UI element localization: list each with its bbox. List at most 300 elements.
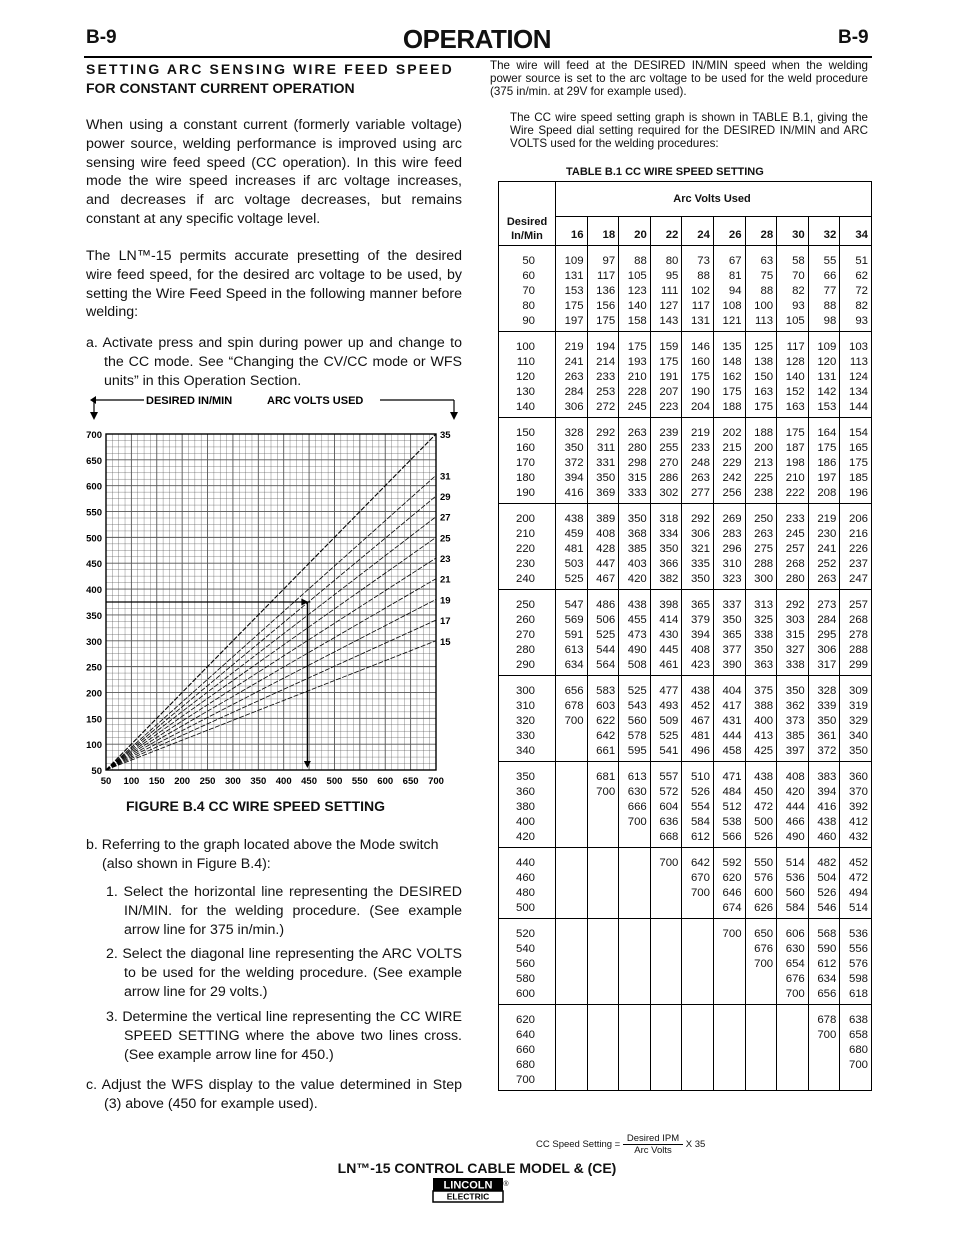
speed-value: 117 (786, 341, 805, 353)
speed-cell (777, 848, 809, 919)
desired-cell (499, 590, 556, 676)
desired-header-line2: In/Min (511, 230, 543, 242)
step-b2: 2. Select the diagonal line representing the ARC VOLTS to be used for the welding procedure. (See example arrow line for 29 volts.) (106, 946, 462, 1000)
speed-value: 676 (785, 973, 805, 985)
speed-value: 408 (785, 771, 805, 783)
speed-value: 124 (848, 371, 868, 383)
volt-line-label: 25 (440, 533, 451, 545)
speed-value: 572 (659, 786, 679, 798)
desired-value: 640 (515, 1029, 535, 1041)
speed-value: 360 (848, 771, 868, 783)
speed-value: 416 (564, 487, 584, 499)
speed-value: 317 (817, 659, 837, 671)
speed-cell (650, 676, 682, 762)
desired-cell (499, 504, 556, 590)
speed-value: 700 (817, 1029, 837, 1041)
speed-cell (682, 1005, 714, 1091)
speed-value: 510 (690, 771, 710, 783)
speed-value: 263 (754, 528, 774, 540)
desired-value: 460 (515, 872, 535, 884)
speed-value: 303 (785, 614, 805, 626)
speed-value: 198 (785, 457, 805, 469)
speed-cell (587, 590, 619, 676)
speed-value: 270 (659, 457, 679, 469)
speed-value: 368 (627, 528, 647, 540)
speed-cell (840, 919, 872, 1005)
speed-cell (777, 246, 809, 332)
speed-value: 420 (627, 573, 647, 585)
speed-cell (650, 919, 682, 1005)
formula-numerator: Desired IPM (623, 1133, 683, 1145)
speed-value: 175 (596, 315, 616, 327)
speed-value: 382 (659, 573, 679, 585)
speed-value: 408 (596, 528, 616, 540)
speed-value: 144 (848, 401, 868, 413)
speed-cell (619, 1005, 651, 1091)
speed-value: 604 (659, 801, 679, 813)
speed-value: 219 (690, 427, 710, 439)
x-tick-label: 700 (428, 776, 444, 787)
speed-value: 250 (754, 513, 774, 525)
speed-value: 656 (564, 685, 584, 697)
speed-cell (682, 246, 714, 332)
desired-cell (499, 246, 556, 332)
page-code-right: B-9 (838, 27, 869, 48)
speed-cell (777, 332, 809, 418)
speed-value: 466 (785, 816, 805, 828)
speed-cell (682, 762, 714, 848)
speed-value: 219 (817, 513, 837, 525)
speed-cell (587, 418, 619, 504)
speed-cell (619, 762, 651, 848)
speed-cell (808, 332, 840, 418)
page-title: OPERATION (402, 24, 552, 54)
y-tick-label: 500 (86, 533, 102, 545)
speed-value: 158 (627, 315, 647, 327)
speed-value: 404 (722, 685, 742, 697)
speed-value: 277 (690, 487, 710, 499)
speed-value: 175 (848, 457, 868, 469)
speed-value: 257 (785, 543, 805, 555)
speed-value: 383 (817, 771, 837, 783)
volts-col-header: 16 (556, 217, 588, 246)
speed-value: 397 (785, 745, 805, 757)
speed-value: 350 (722, 614, 742, 626)
speed-value: 598 (848, 973, 868, 985)
speed-value: 113 (849, 356, 868, 368)
speed-value: 263 (690, 472, 710, 484)
speed-value: 321 (690, 543, 710, 555)
speed-value: 215 (722, 442, 742, 454)
speed-value: 512 (722, 801, 742, 813)
desired-cell (499, 919, 556, 1005)
speed-cell (556, 1005, 588, 1091)
speed-value: 455 (627, 614, 647, 626)
intro-paragraph: When using a constant current (formerly variable voltage) power source, welding performance is improved using arc sensing wire feed speed (CC operation). In this wire feed mode the wire speed increases if arc voltage increases, and decreases if arc voltage decreases, but remains constant at any specific voltage level. (86, 117, 462, 227)
speed-cell (713, 848, 745, 919)
speed-value: 136 (596, 285, 616, 297)
desired-value: 340 (515, 745, 535, 757)
speed-value: 109 (817, 341, 837, 353)
speed-value: 661 (596, 745, 616, 757)
speed-value: 319 (848, 700, 868, 712)
speed-value: 165 (848, 442, 868, 454)
speed-cell (713, 676, 745, 762)
desired-cell (499, 1005, 556, 1091)
speed-cell (745, 919, 777, 1005)
speed-cell (808, 590, 840, 676)
speed-value: 506 (596, 614, 616, 626)
x-tick-label: 650 (402, 776, 419, 787)
speed-value: 482 (817, 857, 837, 869)
speed-value: 504 (817, 872, 837, 884)
speed-value: 394 (690, 629, 710, 641)
speed-value: 350 (690, 573, 710, 585)
speed-value: 72 (855, 285, 868, 297)
desired-value: 300 (515, 685, 535, 697)
speed-value: 636 (659, 816, 679, 828)
speed-value: 299 (848, 659, 868, 671)
speed-value: 576 (848, 958, 868, 970)
speed-value: 612 (690, 831, 710, 843)
desired-value: 120 (515, 371, 535, 383)
speed-cell (713, 504, 745, 590)
speed-value: 283 (722, 528, 742, 540)
speed-value: 432 (848, 831, 868, 843)
speed-value: 700 (785, 988, 805, 1000)
x-tick-label: 50 (100, 776, 112, 787)
speed-value: 190 (690, 386, 710, 398)
speed-value: 526 (754, 831, 774, 843)
speed-cell (713, 590, 745, 676)
speed-value: 481 (690, 730, 710, 742)
speed-cell (587, 848, 619, 919)
speed-value: 186 (817, 457, 837, 469)
speed-value: 550 (754, 857, 774, 869)
arc-volts-header: Arc Volts Used (556, 182, 872, 217)
speed-value: 428 (596, 543, 616, 555)
speed-value: 331 (596, 457, 616, 469)
speed-value: 630 (785, 943, 805, 955)
volts-col-header: 18 (587, 217, 619, 246)
desired-value: 420 (515, 831, 535, 843)
speed-cell (650, 246, 682, 332)
speed-cell (682, 590, 714, 676)
speed-cell (745, 418, 777, 504)
speed-value: 230 (817, 528, 837, 540)
formula-fraction (623, 1133, 683, 1156)
desired-value: 240 (515, 573, 535, 585)
speed-cell (745, 762, 777, 848)
speed-value: 416 (817, 801, 837, 813)
speed-value: 584 (785, 902, 805, 914)
speed-cell (650, 504, 682, 590)
speed-cell (556, 762, 588, 848)
y-tick-label: 700 (86, 430, 102, 441)
desired-cell (499, 418, 556, 504)
speed-value: 350 (817, 715, 837, 727)
speed-value: 223 (659, 401, 679, 413)
desired-value: 80 (522, 300, 535, 312)
speed-value: 403 (627, 558, 647, 570)
speed-value: 175 (754, 401, 774, 413)
x-tick-label: 450 (301, 776, 318, 787)
speed-value: 175 (785, 427, 805, 439)
x-tick-label: 200 (174, 776, 191, 787)
speed-value: 148 (722, 356, 742, 368)
section-heading (86, 60, 462, 98)
speed-cell (587, 332, 619, 418)
speed-value: 127 (659, 300, 679, 312)
speed-value: 461 (659, 659, 679, 671)
x-tick-label: 550 (351, 776, 368, 787)
speed-cell (713, 762, 745, 848)
speed-cell (682, 919, 714, 1005)
speed-value: 75 (760, 270, 774, 282)
speed-value: 363 (754, 659, 774, 671)
logo-top-text: LINCOLN (443, 1179, 493, 1192)
speed-value: 564 (596, 659, 616, 671)
volts-col-header: 24 (682, 217, 714, 246)
speed-value: 213 (754, 457, 774, 469)
speed-value: 431 (722, 715, 742, 727)
speed-value: 569 (564, 614, 584, 626)
speed-value: 471 (722, 771, 742, 783)
speed-value: 700 (754, 958, 774, 970)
speed-cell (808, 762, 840, 848)
speed-cell (556, 418, 588, 504)
cc-speed-formula (536, 1133, 705, 1156)
desired-value: 90 (522, 315, 535, 327)
speed-cell (745, 504, 777, 590)
desired-value: 520 (515, 928, 535, 940)
speed-cell (713, 1005, 745, 1091)
speed-value: 313 (754, 599, 774, 611)
desired-cell (499, 676, 556, 762)
speed-value: 98 (823, 315, 837, 327)
x-tick-label: 100 (123, 776, 140, 787)
speed-value: 163 (754, 386, 774, 398)
speed-cell (777, 590, 809, 676)
speed-cell (745, 848, 777, 919)
speed-cell (808, 246, 840, 332)
desired-value: 290 (515, 659, 535, 671)
speed-value: 458 (722, 745, 742, 757)
speed-value: 222 (785, 487, 805, 499)
desired-value: 400 (515, 816, 535, 828)
speed-value: 668 (659, 831, 679, 843)
speed-value: 128 (785, 356, 805, 368)
speed-value: 560 (627, 715, 647, 727)
speed-cell (650, 590, 682, 676)
speed-value: 123 (627, 285, 647, 297)
speed-value: 445 (659, 644, 679, 656)
speed-value: 185 (848, 472, 868, 484)
speed-value: 340 (848, 730, 868, 742)
speed-value: 700 (690, 887, 710, 899)
desired-cell (499, 848, 556, 919)
speed-value: 82 (855, 300, 868, 312)
table-row (499, 1005, 872, 1091)
speed-value: 81 (728, 270, 742, 282)
speed-value: 700 (564, 715, 584, 727)
speed-cell (713, 332, 745, 418)
speed-value: 226 (848, 543, 868, 555)
speed-cell (619, 332, 651, 418)
speed-cell (840, 332, 872, 418)
speed-value: 306 (690, 528, 710, 540)
desired-value: 680 (515, 1059, 535, 1071)
volt-line-label: 27 (440, 512, 451, 524)
speed-value: 88 (697, 270, 710, 282)
speed-value: 306 (817, 644, 837, 656)
speed-value: 311 (597, 442, 616, 454)
speed-value: 536 (848, 928, 868, 940)
speed-value: 414 (659, 614, 679, 626)
speed-value: 295 (817, 629, 837, 641)
speed-value: 650 (754, 928, 774, 940)
speed-value: 444 (785, 801, 805, 813)
speed-value: 103 (848, 341, 868, 353)
volt-line-label: 15 (440, 636, 451, 648)
speed-cell (650, 848, 682, 919)
speed-value: 156 (596, 300, 616, 312)
speed-value: 398 (659, 599, 679, 611)
lincoln-electric-logo (432, 1177, 510, 1203)
formula-suffix: X 35 (685, 1139, 706, 1151)
y-tick-label: 600 (86, 481, 102, 493)
speed-value: 160 (690, 356, 710, 368)
desired-value: 100 (515, 341, 535, 353)
speed-cell (777, 676, 809, 762)
speed-value: 622 (596, 715, 616, 727)
speed-value: 175 (690, 371, 710, 383)
desired-header (499, 182, 556, 246)
speed-cell (682, 848, 714, 919)
speed-cell (619, 418, 651, 504)
speed-value: 438 (627, 599, 647, 611)
volt-line-label: 35 (440, 430, 451, 441)
speed-cell (840, 848, 872, 919)
speed-value: 592 (722, 857, 742, 869)
desired-value: 130 (515, 386, 535, 398)
speed-cell (840, 676, 872, 762)
speed-value: 310 (722, 558, 742, 570)
desired-value: 250 (515, 599, 535, 611)
speed-value: 566 (722, 831, 742, 843)
speed-value: 131 (564, 270, 584, 282)
speed-value: 678 (817, 1014, 837, 1026)
speed-value: 125 (754, 341, 774, 353)
desired-value: 260 (515, 614, 535, 626)
speed-value: 208 (817, 487, 837, 499)
speed-value: 557 (659, 771, 679, 783)
y-tick-label: 400 (86, 585, 102, 597)
speed-value: 207 (659, 386, 679, 398)
speed-value: 51 (855, 255, 868, 267)
speed-value: 375 (754, 685, 774, 697)
speed-value: 385 (785, 730, 805, 742)
speed-value: 612 (817, 958, 837, 970)
speed-value: 146 (690, 341, 710, 353)
speed-value: 544 (596, 644, 616, 656)
speed-value: 350 (848, 745, 868, 757)
speed-value: 210 (785, 472, 805, 484)
speed-value: 467 (596, 573, 616, 585)
desired-value: 210 (515, 528, 535, 540)
speed-cell (840, 1005, 872, 1091)
speed-value: 327 (785, 644, 805, 656)
desired-value: 200 (515, 513, 535, 525)
speed-value: 656 (817, 988, 837, 1000)
speed-value: 494 (848, 887, 868, 899)
speed-value: 315 (627, 472, 647, 484)
speed-value: 620 (722, 872, 742, 884)
desired-header-line1: Desired (506, 216, 548, 228)
volt-line-label: 29 (440, 492, 451, 504)
speed-value: 245 (785, 528, 805, 540)
speed-value: 642 (596, 730, 616, 742)
speed-value: 237 (848, 558, 868, 570)
speed-value: 490 (785, 831, 805, 843)
speed-value: 66 (823, 270, 837, 282)
speed-value: 241 (564, 356, 584, 368)
speed-cell (556, 848, 588, 919)
speed-value: 206 (848, 513, 868, 525)
volt-line-label: 31 (440, 471, 451, 483)
speed-cell (587, 919, 619, 1005)
speed-cell (650, 332, 682, 418)
desired-value: 600 (515, 988, 535, 1000)
speed-cell (619, 504, 651, 590)
speed-value: 394 (564, 472, 584, 484)
speed-value: 55 (823, 255, 837, 267)
desired-value: 280 (515, 644, 535, 656)
speed-value: 292 (596, 427, 616, 439)
speed-value: 392 (848, 801, 868, 813)
table-row (499, 762, 872, 848)
speed-value: 77 (823, 285, 837, 297)
volts-col-header: 26 (713, 217, 745, 246)
speed-value: 394 (817, 786, 837, 798)
speed-value: 140 (627, 300, 647, 312)
speed-value: 117 (597, 270, 616, 282)
speed-value: 229 (722, 457, 742, 469)
speed-value: 681 (596, 771, 616, 783)
step-c: c. Adjust the WFS display to the value determined in Step (3) above (450 for example used). (86, 1077, 462, 1112)
desired-value: 230 (515, 558, 535, 570)
speed-value: 58 (792, 255, 805, 267)
speed-cell (745, 676, 777, 762)
speed-value: 366 (659, 558, 679, 570)
speed-cell (840, 762, 872, 848)
table-row (499, 332, 872, 418)
right-paragraph-1: The wire will feed at the DESIRED IN/MIN speed when the welding power source is set to the arc voltage to be used for the weld procedure (375 in/min. at 29V for example used). (490, 59, 868, 98)
speed-value: 82 (792, 285, 805, 297)
speed-value: 678 (564, 700, 584, 712)
speed-value: 700 (659, 857, 679, 869)
speed-value: 197 (564, 315, 584, 327)
speed-value: 423 (690, 659, 710, 671)
speed-value: 187 (785, 442, 805, 454)
speed-value: 175 (627, 341, 647, 353)
speed-value: 450 (754, 786, 774, 798)
speed-value: 444 (722, 730, 742, 742)
speed-value: 595 (627, 745, 647, 757)
speed-cell (777, 418, 809, 504)
speed-cell (713, 919, 745, 1005)
speed-value: 138 (754, 356, 774, 368)
